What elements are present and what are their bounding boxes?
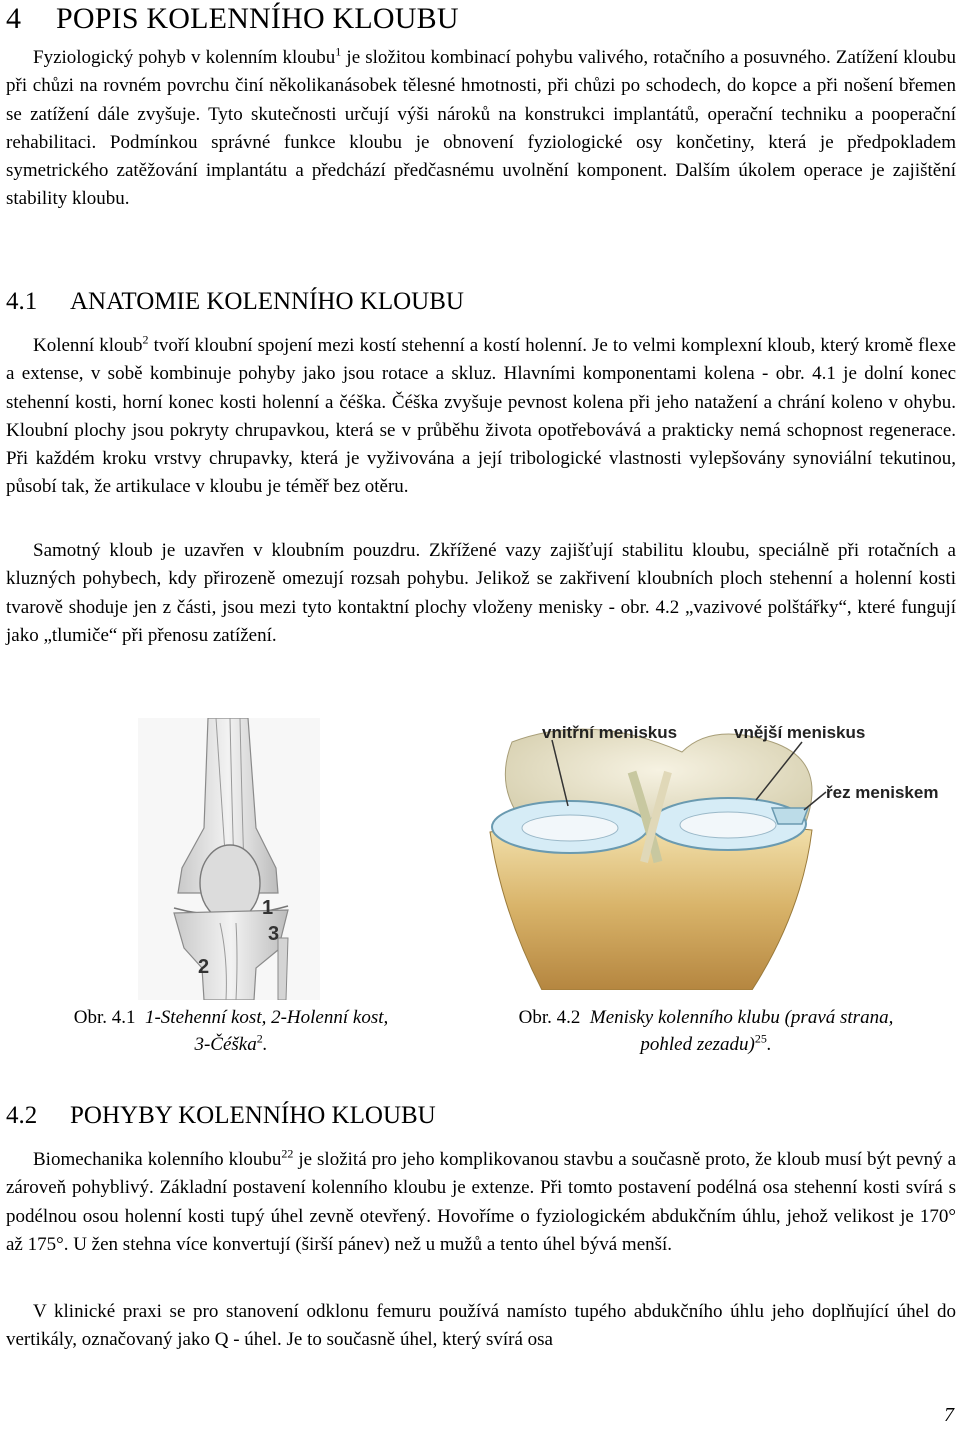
- figure-menisci: [472, 712, 958, 990]
- footnote-ref: 22: [281, 1146, 294, 1161]
- section-4-1-paragraph-1: Kolenní kloub$^2$ tvoří kloubní spojení mezi kostí stehenní a kostí holenní. Je to velmi komplexní kloub, který kromě flexe a extense, v sobě kombinuje pohyby jako jsou rotace a skluz. Hlavními komponentami kolena - obr. 4.1 je dolní konec stehenní kosti, horní konec kosti holenní a čéška. Čéška zvyšuje pevnost kolena při jeho natažení a chrání koleno v ohybu. Kloubní plochy jsou pokryty chrupavkou, která se v průběhu života opotřebovává a prakticky nemá schopnost regenerace. Při každém kroku vrstvy chrupavky, která je vyživována a její tribologické vlastnosti vylepšovány synoviální tekutinou, působí tak, že artikulace v kloubu je téměř bez otěru.: [6, 332, 956, 498]
- label-meniscus-cut: řez meniskem: [826, 783, 939, 802]
- section-4-1-paragraph-2: Samotný kloub je uzavřen v kloubním pouzdru. Zkřížené vazy zajišťují stabilitu kloubu, speciálně při rotačních a kluzných pohybech, kdy přirozeně omezují rozsah pohybu. Jelikož se zakřivení kloubních ploch stehenní a holenní kosti tvarově shoduje jen z části, jsou mezi tyto kontaktní plochy vloženy menisky - obr. 4.2 „vazivové polštářky“, které fungují jako „tlumiče“ při přenosu zatížení.: [6, 540, 956, 646]
- figure-4-1-caption: Obr. 4.1 1-Stehenní kost, 2-Holenní kost, 3-Čéška$^2$.: [73, 1007, 389, 1055]
- chapter-number: 4: [6, 2, 22, 35]
- chapter-title: POPIS KOLENNÍHO KLOUBU: [56, 2, 459, 35]
- footnote-ref: 2: [142, 332, 149, 347]
- footnote-ref: 1: [335, 44, 342, 59]
- figure-knee-anatomy: [138, 718, 320, 1000]
- label-outer-meniscus: vnější meniskus: [734, 723, 866, 742]
- label-inner-meniscus: vnitřní meniskus: [542, 723, 678, 742]
- label-1: 1: [262, 897, 274, 919]
- heading-chapter-4: [6, 2, 459, 36]
- label-3: 3: [268, 923, 280, 945]
- heading-section-4-2: 4.2 POHYBY KOLENNÍHO KLOUBU: [6, 1102, 436, 1129]
- figure-4-2-caption: Obr. 4.2 Menisky kolenního klubu (pravá strana, pohled zezadu)$^{25}$.: [518, 1007, 894, 1055]
- knee-anatomy-illustration: [138, 718, 320, 1000]
- label-2: 2: [198, 956, 210, 978]
- section-4-2-paragraph-2: V klinické praxi se pro stanovení odklonu femuru používá namísto tupého abdukčního úhlu jeho doplňující úhel do vertikály, označovaný jako Q - úhel. Je to současně úhel, který svírá osa: [6, 1301, 956, 1351]
- menisci-illustration: [472, 712, 958, 990]
- intro-paragraph: Fyziologický pohyb v kolenním kloubu$^1$ je složitou kombinací pohybu valivého, rotačního a posuvného. Zatížení kloubu při chůzi na rovném povrchu činí několikanásobek tělesné hmotnosti, při chůzi po schodech, do kopce a při nošení břemen se zatížení dále zvyšuje. Tyto skutečnosti určují výši nároků na konstrukci implantátů, operační techniku a pooperační rehabilitaci. Podmínkou správné funkce kloubu je obnovení fyziologické osy končetiny, která je předpokladem symetrického zatěžování implantátu a předchází předčasnému uvolnění komponent. Dalším úkolem operace je zajištění stability kloubu.: [6, 44, 956, 210]
- page-number: 7: [944, 1404, 954, 1426]
- section-4-2-paragraph-1: Biomechanika kolenního kloubu$^{22}$ je složitá pro jeho komplikovanou stavbu a současně proto, že kloub musí být pevný a zároveň pohyblivý. Základní postavení kolenního kloubu je extenze. Při tomto postavení podélná osa stehenní kosti svírá s podélnou osou holenní kosti tupý úhel zevně otevřený. Hovoříme o fyziologickém abdukčním úhlu, jehož velikost je 170° až 175°. U žen stehna více konvertují (širší pánev) než u mužů a tento úhel bývá menší.: [6, 1146, 957, 1255]
- heading-section-4-1: 4.1 ANATOMIE KOLENNÍHO KLOUBU: [6, 288, 464, 315]
